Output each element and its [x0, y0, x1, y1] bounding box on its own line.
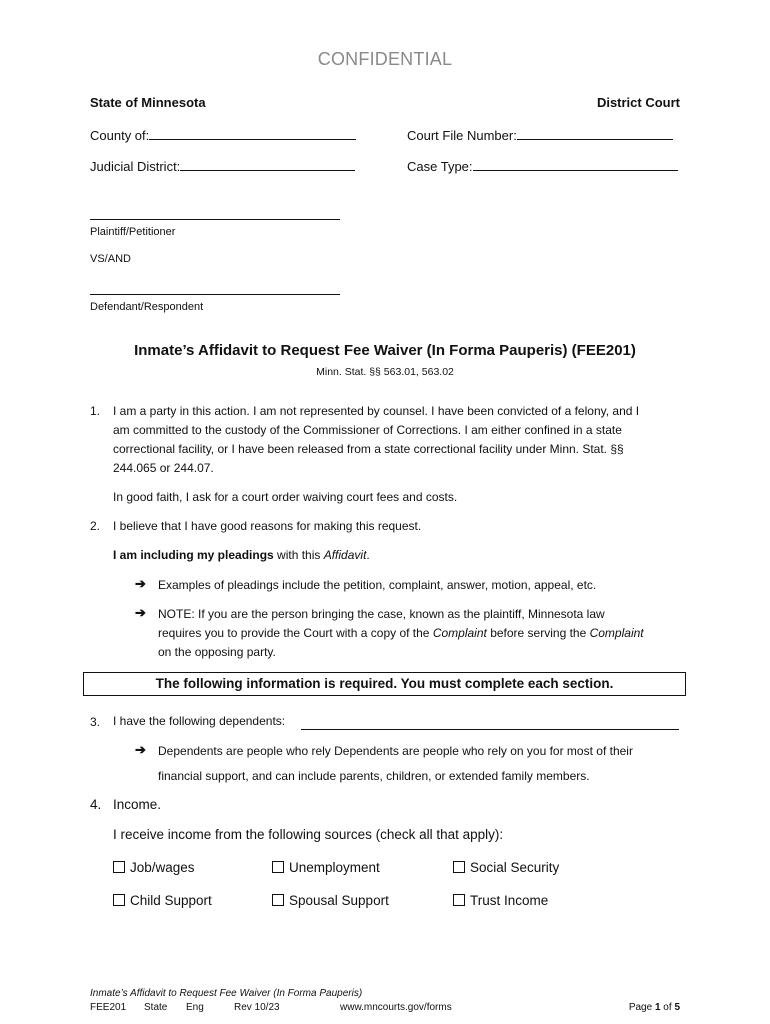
case-type-label: Case Type: [407, 159, 473, 174]
page-current: 1 [654, 1002, 661, 1013]
item-1-number: 1. [90, 404, 101, 418]
dependents-note-line2: financial support, and can include parents, children, or extended family members. [158, 769, 590, 783]
pleadings-bold: I am including my pleadings [113, 548, 274, 562]
district-row [90, 157, 355, 174]
option-label: Social Security [470, 860, 560, 875]
option-label: Job/wages [130, 860, 195, 875]
defendant-line[interactable] [90, 294, 340, 295]
confidential-heading: CONFIDENTIAL [317, 49, 453, 69]
item-1-text [113, 402, 639, 478]
footer-page-number [629, 1002, 680, 1013]
item-1-line: 244.065 or 244.07. [113, 461, 214, 475]
checkbox-icon[interactable] [113, 894, 125, 906]
income-intro: I receive income from the following sources (check all that apply): [113, 827, 504, 842]
footer-lang: Eng [186, 1002, 204, 1013]
checkbox-trust-income[interactable] [453, 893, 548, 908]
case-type-row [407, 157, 678, 174]
item-1-request: In good faith, I ask for a court order waiving court fees and costs. [113, 490, 458, 504]
right-arrow-icon: ➔ [135, 605, 146, 620]
item-3-number: 3. [90, 715, 101, 729]
state-label: State of Minnesota [90, 95, 206, 110]
right-arrow-icon: ➔ [135, 742, 146, 757]
file-number-label: Court File Number: [407, 128, 517, 143]
statute-citation: Minn. Stat. §§ 563.01, 563.02 [316, 366, 454, 378]
right-arrow-icon: ➔ [135, 576, 146, 591]
checkbox-social-security[interactable] [453, 860, 559, 875]
option-label: Child Support [130, 893, 212, 908]
note-line: NOTE: If you are the person bringing the case, known as the plaintiff, Minnesota law [158, 607, 605, 621]
checkbox-job-wages[interactable] [113, 860, 195, 875]
dependents-note-line1: Dependents are people who rely Dependents are people who rely on you for most of their [158, 744, 633, 758]
note-text: requires you to provide the Court with a copy of the [158, 626, 433, 640]
checkbox-icon[interactable] [272, 861, 284, 873]
note-line: on the opposing party. [158, 645, 276, 659]
county-row [90, 126, 356, 143]
item-1-line: I am a party in this action. I am not represented by counsel. I have been convicted of a felony, and I [113, 404, 640, 418]
footer-form-title: Inmate’s Affidavit to Request Fee Waiver (In Forma Pauperis) [90, 988, 363, 999]
item-2-number: 2. [90, 519, 101, 533]
note-italic: Complaint [589, 626, 644, 640]
county-label: County of: [90, 128, 150, 143]
option-label: Trust Income [470, 893, 549, 908]
dependents-field[interactable] [301, 729, 679, 730]
option-label: Spousal Support [289, 893, 389, 908]
checkbox-icon[interactable] [453, 861, 465, 873]
district-label: Judicial District: [90, 159, 181, 174]
file-number-row [407, 126, 673, 143]
page-of: of [660, 1002, 675, 1013]
note-text: before serving the [486, 626, 590, 640]
footer-url[interactable]: www.mncourts.gov/forms [340, 1002, 452, 1013]
footer-form-id: FEE201 [90, 1002, 127, 1013]
footer-state: State [144, 1002, 168, 1013]
file-number-field[interactable] [517, 126, 673, 140]
item-2-text: I believe that I have good reasons for making this request. [113, 519, 422, 533]
pleadings-end: . [366, 548, 370, 562]
dependents-label: I have the following dependents: [113, 714, 286, 728]
form-title: Inmate’s Affidavit to Request Fee Waiver (In Forma Pauperis) (FEE201) [134, 342, 636, 359]
pleadings-examples: Examples of pleadings include the petition, complaint, answer, motion, appeal, etc. [158, 578, 597, 592]
plaintiff-label: Plaintiff/Petitioner [90, 226, 176, 238]
checkbox-child-support[interactable] [113, 893, 212, 908]
plaintiff-line[interactable] [90, 219, 340, 220]
required-info-banner: The following information is required. You must complete each section. [83, 672, 686, 696]
county-field[interactable] [149, 126, 356, 140]
income-heading: Income. [113, 797, 162, 812]
checkbox-unemployment[interactable] [272, 860, 380, 875]
item-1-line: am committed to the custody of the Commissioner of Corrections. I am either confined in a state [113, 423, 622, 437]
checkbox-icon[interactable] [272, 894, 284, 906]
note-italic: Complaint [432, 626, 487, 640]
page-prefix: Page [628, 1002, 655, 1013]
item-4-number: 4. [90, 797, 102, 812]
pleadings-note [158, 605, 644, 662]
defendant-label: Defendant/Respondent [90, 301, 204, 313]
checkbox-icon[interactable] [453, 894, 465, 906]
checkbox-spousal-support[interactable] [272, 893, 389, 908]
district-field[interactable] [180, 157, 355, 171]
checkbox-icon[interactable] [113, 861, 125, 873]
court-label: District Court [596, 95, 680, 110]
vs-label: VS/AND [90, 253, 131, 265]
pleadings-statement [113, 546, 370, 565]
footer-rev: Rev 10/23 [234, 1002, 280, 1013]
item-1-line: correctional facility, or I have been released from a state correctional facility under Minn. Stat. §§ [113, 442, 624, 456]
page-total: 5 [674, 1002, 680, 1013]
pleadings-italic: Affidavit [323, 548, 367, 562]
option-label: Unemployment [289, 860, 380, 875]
note-line [158, 624, 644, 643]
pleadings-mid: with this [273, 548, 324, 562]
case-type-field[interactable] [473, 157, 678, 171]
